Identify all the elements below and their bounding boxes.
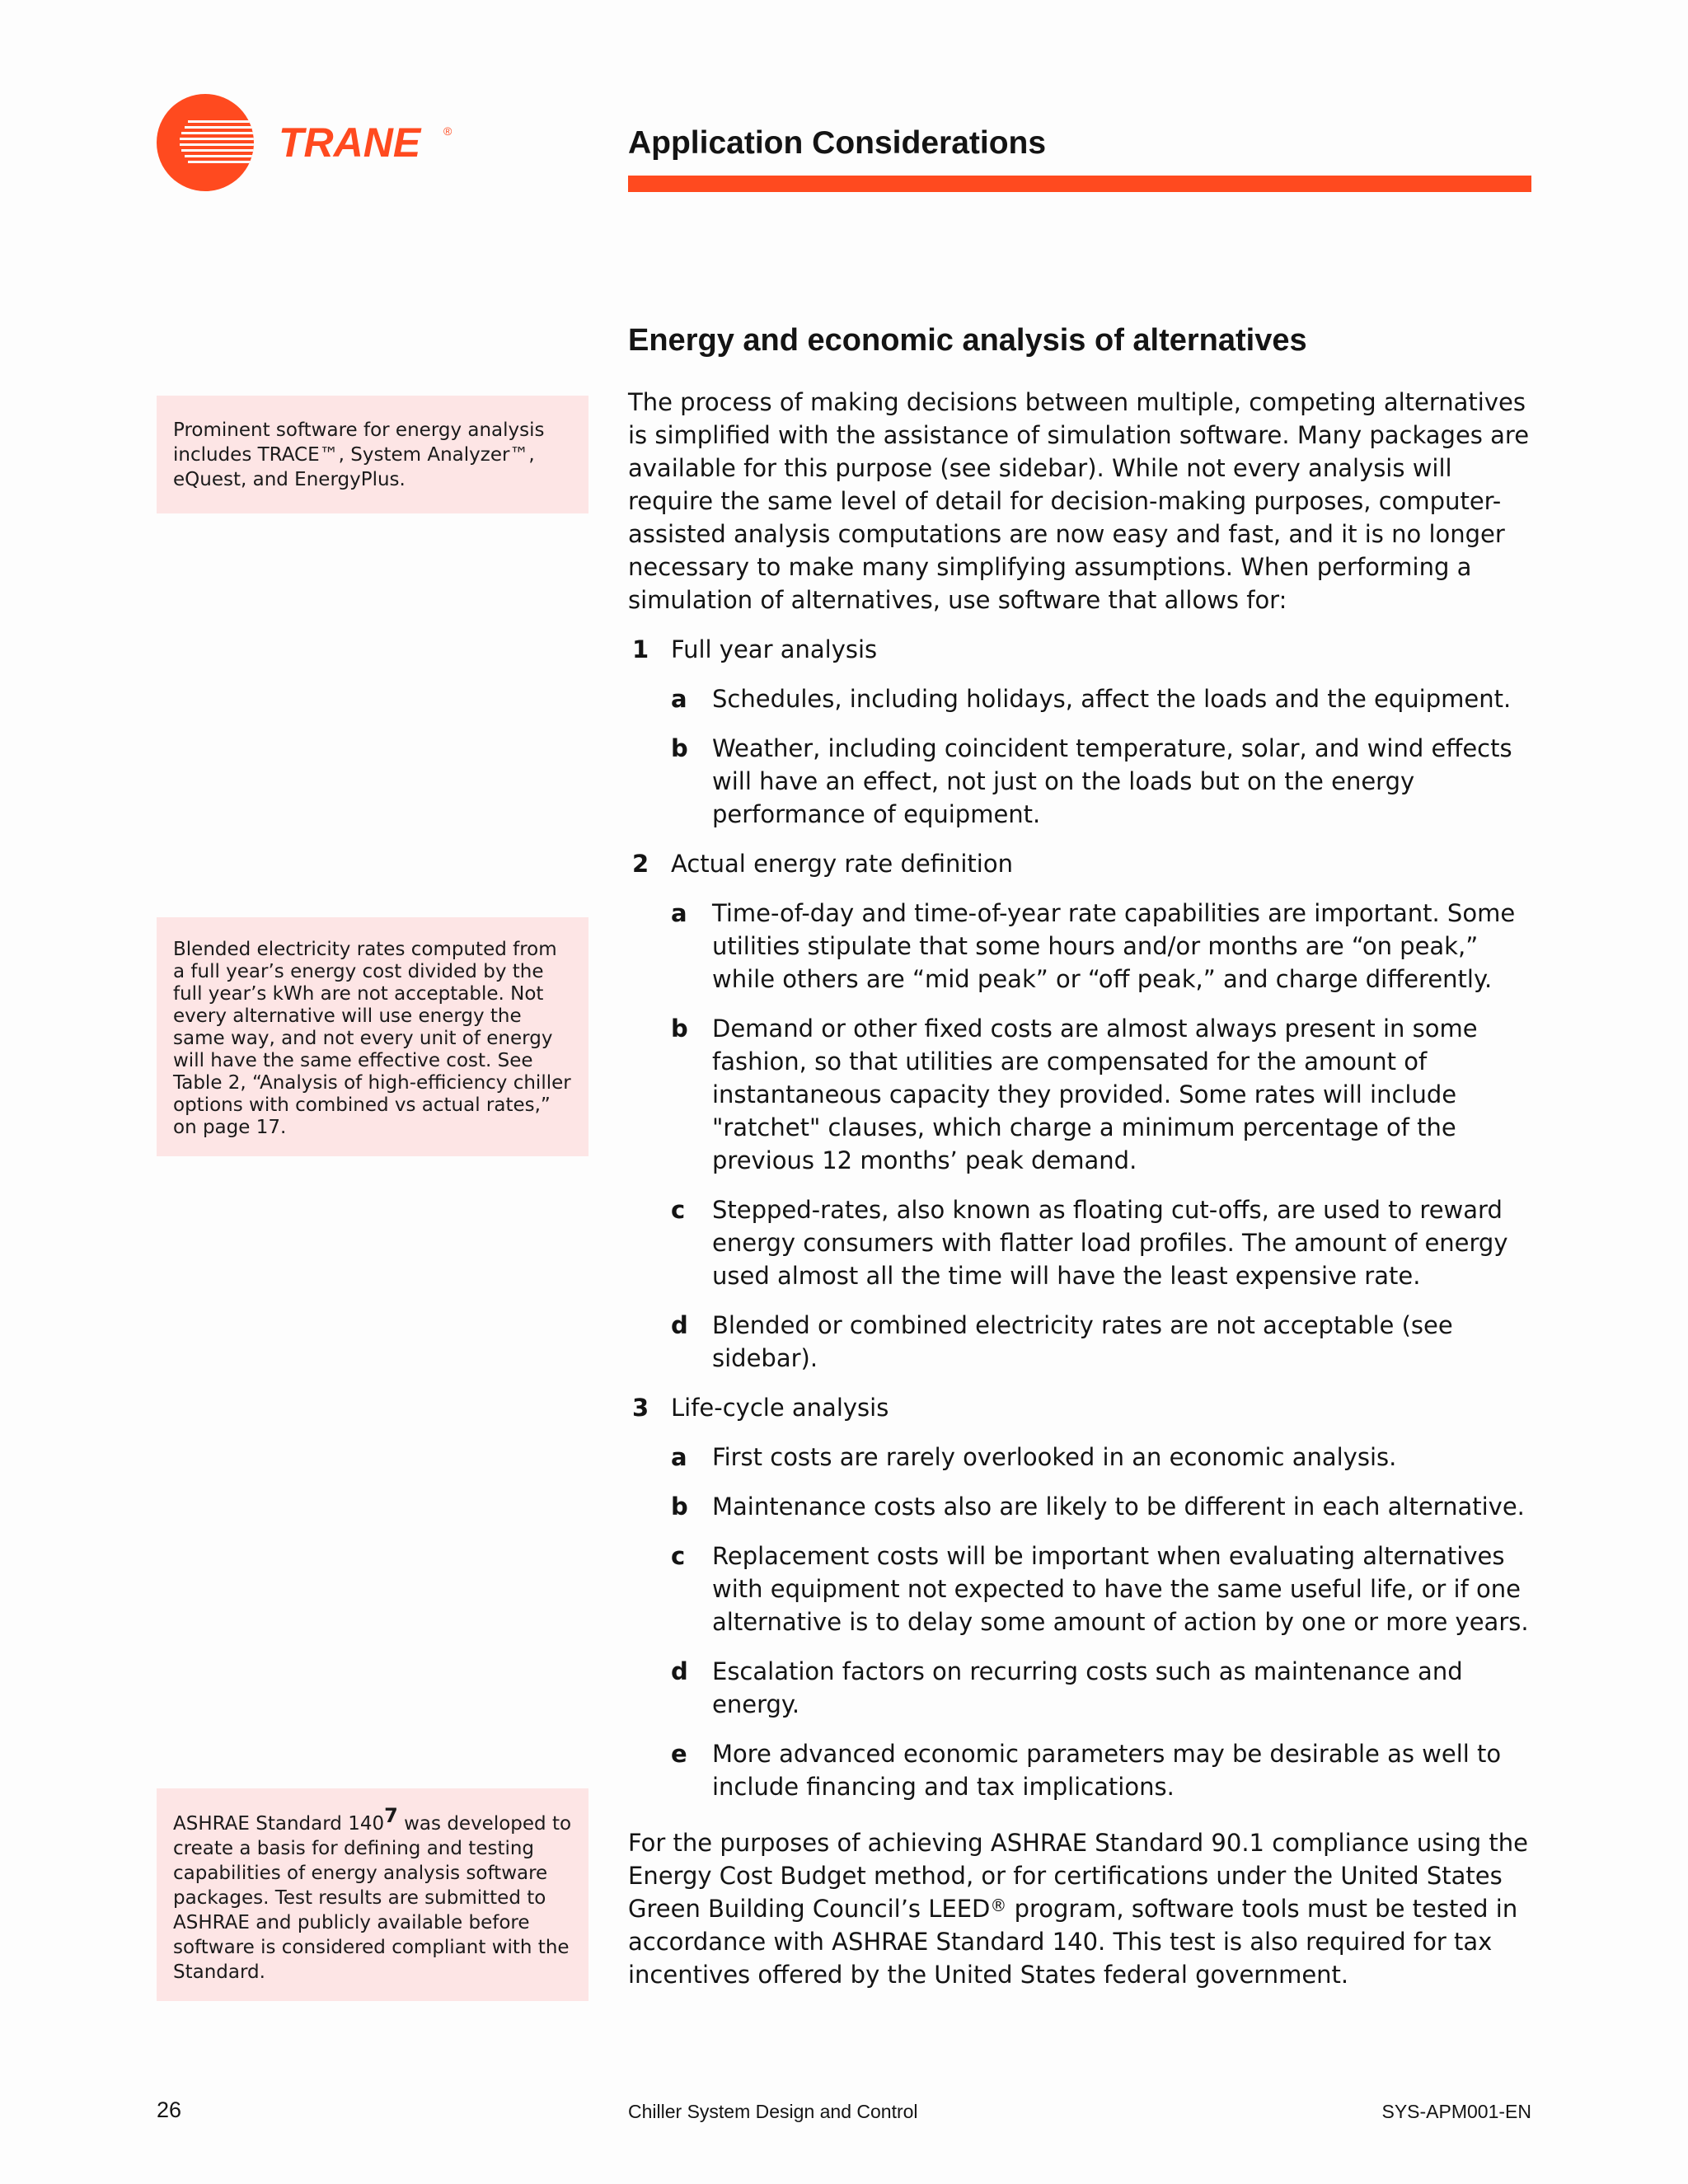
footer-document-title: Chiller System Design and Control (628, 2101, 918, 2122)
sub-item-text: Time-of-day and time-of-year rate capabilities are important. Some utilities stipulate that some hours and/or months are “on peak,” while others are “mid peak” or “off peak,” and charge differently. (712, 899, 1516, 993)
list-number: 3 (632, 1394, 649, 1422)
sub-item-text: Stepped-rates, also known as floating cut-offs, are used to reward energy consumers with flatter load profiles. The amount of energy used almost all the time will have the least expensive rate. (712, 1196, 1508, 1290)
list-item (628, 1391, 1535, 1424)
sidebar-note-software (157, 396, 588, 513)
list-letter: b (671, 1015, 688, 1043)
list-letter: c (671, 1196, 686, 1224)
note-text-part: was developed to create a basis for defining and testing capabilities of energy analysis software packages. Test results are submitted to ASHRAE and publicly available before software is considered compliant with the Standard. (173, 1813, 572, 1983)
sub-item-text: Blended or combined electricity rates are not acceptable (see sidebar). (712, 1311, 1453, 1372)
sidebar-note-text: Prominent software for energy analysis includes TRACE™, System Analyzer™, eQuest, and EnergyPlus. (173, 419, 545, 490)
sidebar-note-text (173, 1804, 572, 1985)
registered-mark: ® (990, 1896, 1007, 1915)
page-header-title: Application Considerations (628, 125, 1047, 161)
list-item (628, 847, 1535, 880)
trane-logo-wordmark: TRANE (279, 120, 421, 166)
list-letter: d (671, 1657, 688, 1685)
sub-list-item (628, 1193, 1535, 1292)
list-letter: c (671, 1542, 686, 1570)
list-letter: b (671, 734, 688, 762)
list-letter: d (671, 1311, 688, 1339)
section-heading: Energy and economic analysis of alternatives (628, 323, 1307, 358)
list-letter: e (671, 1740, 687, 1768)
sub-list-item (628, 1012, 1535, 1177)
trane-logo-circle (157, 94, 262, 191)
trane-logo-registered-mark: ® (443, 124, 452, 138)
list-letter: a (671, 899, 687, 927)
list-letter: b (671, 1493, 688, 1521)
list-item-text: Actual energy rate definition (671, 850, 1013, 878)
sub-list-item (628, 1490, 1535, 1523)
footer-page-number: 26 (157, 2097, 182, 2122)
sub-item-text: Weather, including coincident temperature, solar, and wind effects will have an effect, not just on the loads but on the energy performance of equipment. (712, 734, 1512, 828)
list-number: 2 (632, 850, 649, 878)
sub-list-item (628, 1655, 1535, 1721)
footer-document-code: SYS-APM001-EN (1381, 2101, 1531, 2122)
list-item (628, 633, 1535, 666)
sub-item-text: Schedules, including holidays, affect the loads and the equipment. (712, 685, 1512, 713)
sub-list-item (628, 1540, 1535, 1638)
sidebar-note-ashrae-140 (157, 1788, 588, 2001)
sub-list-item (628, 732, 1535, 831)
sub-list-item (628, 1309, 1535, 1375)
list-letter: a (671, 1443, 687, 1471)
note-text-part: ASHRAE Standard 140 (173, 1813, 385, 1835)
sub-item-text: Replacement costs will be important when evaluating alternatives with equipment not expected to have the same useful life, or if one alternative is to delay some amount of action by one or more years. (712, 1542, 1529, 1636)
sub-item-text: First costs are rarely overlooked in an economic analysis. (712, 1443, 1397, 1471)
list-letter: a (671, 685, 687, 713)
sidebar-note-text: Blended electricity rates computed from a full year’s energy cost divided by the full year’s kWh are not acceptable. Not every alternative will use energy the same way, and not every unit of energy will have the same effective cost. See Table 2, “Analysis of high-efficiency chiller options with combined vs actual rates,” on page 17. (173, 939, 571, 1138)
trane-logo (155, 92, 485, 193)
sub-item-text: Maintenance costs also are likely to be different in each alternative. (712, 1493, 1525, 1521)
sub-item-text: Escalation factors on recurring costs such as maintenance and energy. (712, 1657, 1463, 1718)
sub-list-item (628, 897, 1535, 996)
closing-text-part: program, software tools must be tested in accordance with ASHRAE Standard 140. This test is also required for tax incentives offered by the United States federal government. (628, 1895, 1518, 1989)
main-content (628, 386, 1535, 1991)
closing-paragraph (628, 1826, 1535, 1991)
list-item-text: Life-cycle analysis (671, 1394, 889, 1422)
header-accent-rule (628, 176, 1531, 192)
closing-text-part: For the purposes of achieving ASHRAE Standard 90.1 compliance using the Energy Cost Budget method, or for certifications under the United States Green Building Council’s LEED (628, 1829, 1528, 1923)
sub-list-item (628, 682, 1535, 715)
footnote-reference[interactable]: 7 (384, 1804, 398, 1827)
sub-list-item (628, 1737, 1535, 1803)
list-number: 1 (632, 635, 649, 663)
sub-list-item (628, 1441, 1535, 1474)
sub-item-text: More advanced economic parameters may be desirable as well to include financing and tax implications. (712, 1740, 1502, 1801)
sidebar-note-blended-rates (157, 917, 588, 1156)
sub-item-text: Demand or other fixed costs are almost always present in some fashion, so that utilities are compensated for the amount of instantaneous capacity they provided. Some rates will include "ratchet" clauses, which charge a minimum percentage of the previous 12 months’ peak demand. (712, 1015, 1478, 1174)
list-item-text: Full year analysis (671, 635, 878, 663)
intro-paragraph: The process of making decisions between multiple, competing alternatives is simplified with the assistance of simulation software. Many packages are available for this purpose (see sidebar). While not every analysis will require the same level of detail for decision-making purposes, computer-assisted analysis computations are now easy and fast, and it is no longer necessary to make many simplifying assumptions. When performing a simulation of alternatives, use software that allows for: (628, 388, 1530, 614)
